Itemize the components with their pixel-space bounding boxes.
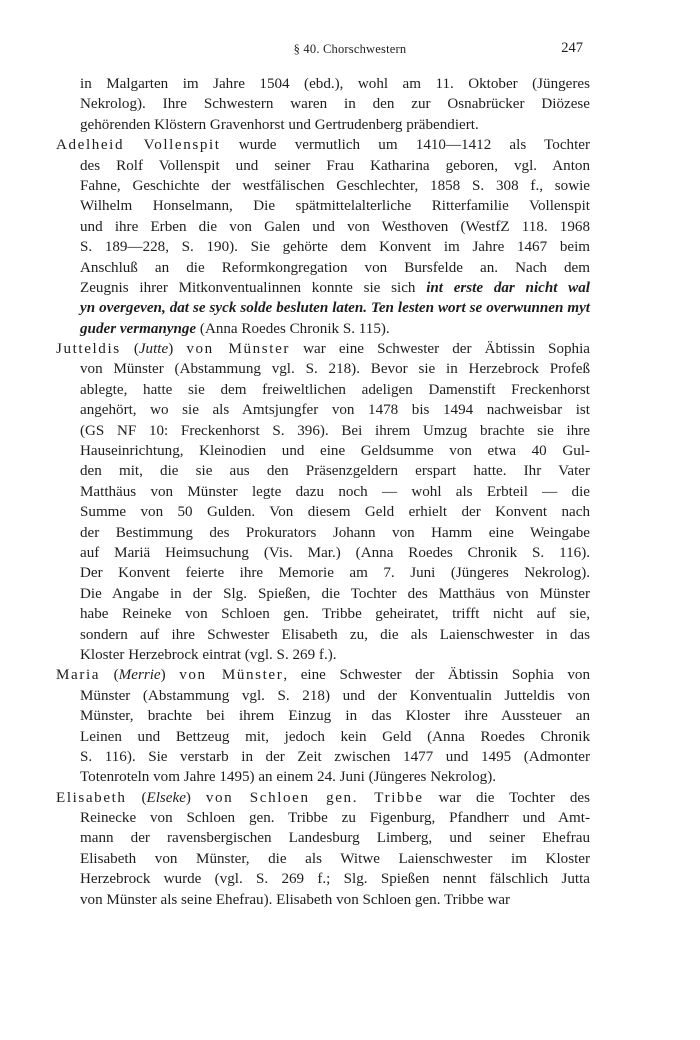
text-segment: ( bbox=[100, 667, 119, 684]
text-line bbox=[56, 278, 590, 298]
text-segment: mann der ravensbergischen Landesburg Limberg, und seiner Ehefrau bbox=[80, 830, 590, 847]
text-segment: ) bbox=[168, 341, 187, 358]
text-line bbox=[56, 196, 590, 216]
entry-name: Maria bbox=[56, 667, 101, 684]
text-segment: Zeugnis ihrer Mitkonventualinnen konnte sie sich bbox=[80, 279, 427, 296]
text-segment: ) bbox=[160, 667, 180, 684]
text-segment: (Anna Roedes Chronik S. 115). bbox=[196, 320, 390, 337]
text-segment: angehört, wo sie als Amtsjungfer von 1478 bis 1494 nachweisbar ist bbox=[80, 402, 590, 419]
text-segment: von Münster als seine Ehefrau). Elisabeth von Schloen gen. Tribbe war bbox=[80, 891, 511, 908]
text-segment: der Bestimmung des Prokurators Johann von Hamm eine Weingabe bbox=[80, 524, 590, 541]
text-segment: Totenroteln vom Jahre 1495) an einem 24. Juni (Jüngeres Nekrolog). bbox=[80, 769, 497, 786]
text-line bbox=[56, 890, 590, 910]
text-segment: int erste dar nicht wal bbox=[426, 279, 590, 296]
text-line bbox=[56, 849, 590, 869]
text-line bbox=[56, 747, 590, 767]
text-line bbox=[56, 380, 590, 400]
text-segment: von Münster (Abstammung vgl. S. 218). Bevor sie in Herzebrock Profeß bbox=[80, 361, 590, 378]
text-line bbox=[56, 461, 590, 481]
text-line bbox=[56, 543, 590, 563]
entry-name: Adelheid Vollenspit bbox=[56, 137, 221, 154]
text-segment: Herzebrock wurde (vgl. S. 269 f.; Slg. Spießen nennt fälschlich Jutta bbox=[80, 871, 590, 888]
text-line bbox=[56, 727, 590, 747]
text-line bbox=[56, 74, 590, 94]
text-line bbox=[56, 584, 590, 604]
text-segment: Die Angabe in der Slg. Spießen, die Tochter des Matthäus von Münster bbox=[80, 585, 590, 602]
text-segment: Der Konvent feierte ihre Memorie am 7. Juni (Jüngeres Nekrolog). bbox=[80, 565, 590, 582]
text-segment: (GS NF 10: Freckenhorst S. 396). Bei ihrem Umzug brachte sie ihre bbox=[80, 422, 590, 439]
text-segment: Matthäus von Münster legte dazu noch — wohl als Erbteil — die bbox=[80, 483, 590, 500]
text-line bbox=[56, 441, 590, 461]
text-segment: Leinen und Bettzeug mit, jedoch kein Geld (Anna Roedes Chronik bbox=[80, 728, 590, 745]
text-segment: gehörenden Klöstern Gravenhorst und Gertrudenberg präbendiert. bbox=[80, 116, 479, 133]
text-segment: auf Mariä Heimsuchung (Vis. Mar.) (Anna Roedes Chronik S. 116). bbox=[80, 544, 590, 561]
text-segment: war die Tochter des bbox=[423, 789, 590, 806]
text-segment: ( bbox=[126, 789, 147, 806]
text-segment: yn overgeven, dat se syck solde besluten laten. Ten lesten wort se overwunnen myt bbox=[80, 300, 590, 317]
entry-name: von Münster bbox=[179, 667, 284, 684]
text-segment: Elseke bbox=[146, 789, 186, 806]
text-segment: ) bbox=[185, 789, 206, 806]
text-line bbox=[56, 706, 590, 726]
text-line bbox=[56, 523, 590, 543]
text-segment: Münster (Abstammung vgl. S. 218) und der Konventualin Jutteldis von bbox=[80, 687, 590, 704]
text-line bbox=[56, 135, 590, 155]
text-line bbox=[56, 176, 590, 196]
text-line bbox=[56, 298, 590, 318]
text-segment: den mit, die sie aus den Präsenzgeldern erspart hatte. Ihr Vater bbox=[80, 463, 590, 480]
text-segment: des Rolf Vollenspit und seiner Frau Katharina geboren, vgl. Anton bbox=[80, 157, 590, 174]
text-segment: ( bbox=[120, 341, 139, 358]
text-line bbox=[56, 686, 590, 706]
text-line bbox=[56, 625, 590, 645]
page-header bbox=[0, 40, 700, 60]
text-line bbox=[56, 828, 590, 848]
text-line bbox=[56, 563, 590, 583]
running-head: § 40. Chorschwestern bbox=[293, 42, 407, 56]
text-segment: Anschluß an die Reformkongregation von Bursfelde an. Nach dem bbox=[80, 259, 590, 276]
text-segment: Fahne, Geschichte der westfälischen Geschlechter, 1858 S. 308 f., sowie bbox=[80, 177, 590, 194]
text-line bbox=[56, 421, 590, 441]
body-text bbox=[56, 74, 590, 910]
text-segment: Reinecke von Schloen gen. Tribbe zu Figenburg, Pfandherr und Amt- bbox=[80, 810, 590, 827]
text-line bbox=[56, 788, 590, 808]
text-line bbox=[56, 665, 590, 685]
text-segment: ablegte, hatte sie dem freiweltlichen adeligen Damenstift Freckenhorst bbox=[80, 381, 590, 398]
text-segment: Hauseinrichtung, Kleinodien und eine Geldsumme von etwa 40 Gul- bbox=[80, 443, 590, 460]
text-line bbox=[56, 319, 590, 339]
text-line bbox=[56, 156, 590, 176]
text-segment: habe Reineke von Schloen gen. Tribbe geheiratet, trifft nicht auf sie, bbox=[80, 606, 590, 623]
text-line bbox=[56, 217, 590, 237]
text-segment: Nekrolog). Ihre Schwestern waren in den zur Osnabrücker Diözese bbox=[80, 96, 590, 113]
text-segment: Wilhelm Honselmann, Die spätmittelalterliche Ritterfamilie Vollenspit bbox=[80, 198, 590, 215]
text-line bbox=[56, 767, 590, 787]
text-segment: guder vermanynge bbox=[80, 320, 197, 337]
entry bbox=[56, 788, 590, 910]
entry bbox=[56, 339, 590, 665]
text-line bbox=[56, 94, 590, 114]
text-segment: Summe von 50 Gulden. Von diesem Geld erhielt der Konvent nach bbox=[80, 504, 590, 521]
text-line bbox=[56, 645, 590, 665]
text-line bbox=[56, 237, 590, 257]
page-number: 247 bbox=[561, 40, 583, 56]
text-segment: war eine Schwester der Äbtissin Sophia bbox=[290, 341, 590, 358]
entry-name: von Münster bbox=[186, 341, 291, 358]
text-line bbox=[56, 482, 590, 502]
text-line bbox=[56, 869, 590, 889]
entry bbox=[56, 135, 590, 339]
text-segment: und ihre Erben die von Galen und von Westhoven (WestfZ 118. 1968 bbox=[80, 218, 590, 235]
text-line bbox=[56, 359, 590, 379]
text-segment: wurde vermutlich um 1410—1412 als Tochter bbox=[220, 137, 590, 154]
entry bbox=[56, 74, 590, 135]
entry-name: von Schloen gen. Tribbe bbox=[205, 789, 424, 806]
text-segment: Münster, brachte bei ihrem Einzug in das Kloster ihre Aussteuer an bbox=[80, 708, 590, 725]
text-line bbox=[56, 258, 590, 278]
text-segment: , eine Schwester der Äbtissin Sophia von bbox=[283, 667, 590, 684]
text-line bbox=[56, 339, 590, 359]
text-segment: Jutte bbox=[138, 341, 169, 358]
text-line bbox=[56, 502, 590, 522]
entry-name: Elisabeth bbox=[56, 789, 127, 806]
text-segment: in Malgarten im Jahre 1504 (ebd.), wohl am 11. Oktober (Jüngeres bbox=[80, 76, 590, 92]
text-line bbox=[56, 808, 590, 828]
text-segment: Merrie bbox=[118, 667, 161, 684]
text-segment: Kloster Herzebrock eintrat (vgl. S. 269 f.). bbox=[80, 646, 337, 663]
text-segment: sondern auf ihre Schwester Elisabeth zu, die als Laienschwester in das bbox=[80, 626, 590, 643]
text-line bbox=[56, 115, 590, 135]
text-segment: S. 116). Sie verstarb in der Zeit zwischen 1477 und 1495 (Admonter bbox=[80, 748, 590, 765]
text-line bbox=[56, 400, 590, 420]
text-segment: S. 189—228, S. 190). Sie gehörte dem Konvent im Jahre 1467 beim bbox=[80, 239, 590, 256]
entry bbox=[56, 665, 590, 787]
text-segment: Elisabeth von Münster, die als Witwe Laienschwester im Kloster bbox=[80, 850, 590, 867]
text-line bbox=[56, 604, 590, 624]
entry-name: Jutteldis bbox=[56, 341, 121, 358]
